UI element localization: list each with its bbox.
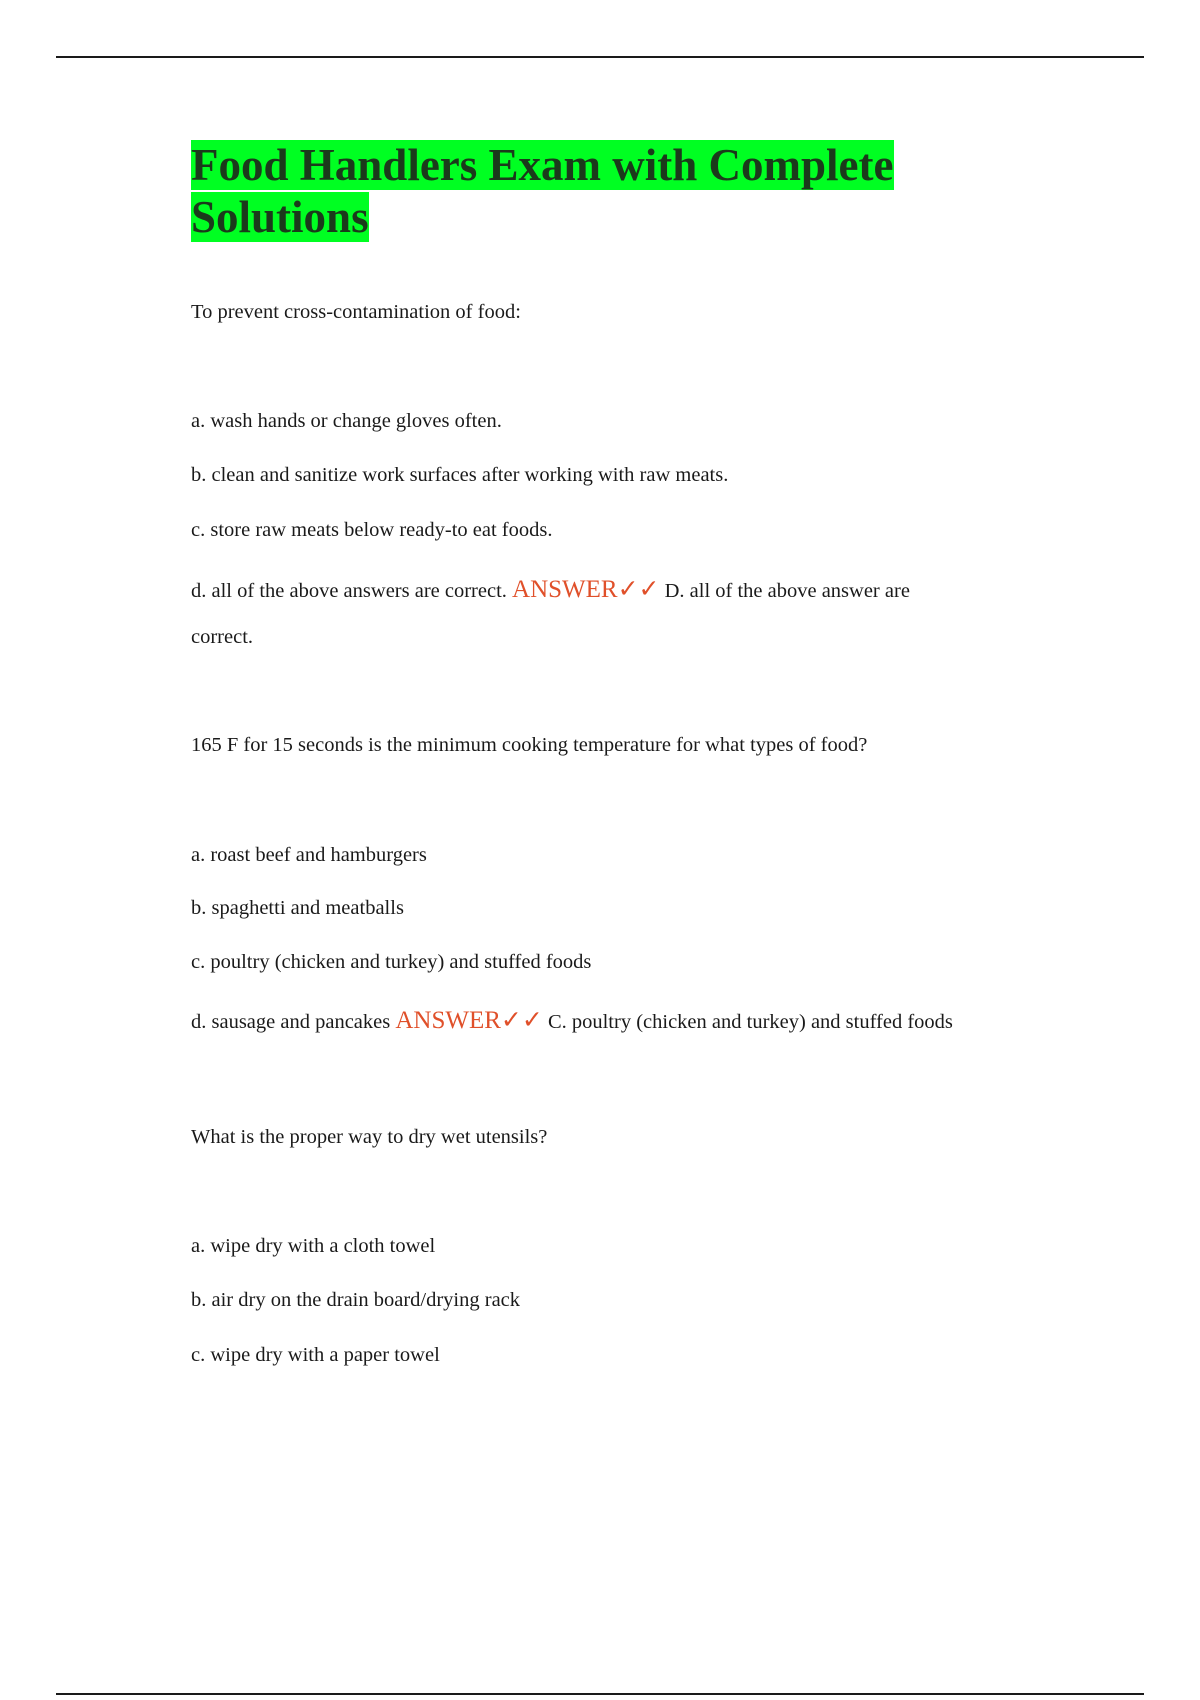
- question-2-option-d-line: [191, 1008, 953, 1035]
- question-1-option-b: b. clean and sanitize work surfaces after working with raw meats.: [191, 464, 729, 486]
- document-title: [191, 139, 951, 243]
- page-bottom-rule: [56, 1693, 1144, 1695]
- document-title-block: [191, 139, 951, 243]
- question-3-text: What is the proper way to dry wet utensils?: [191, 1126, 548, 1148]
- question-2-option-d: d. sausage and pancakes: [191, 1011, 391, 1033]
- question-1-answer-continuation: correct.: [191, 626, 254, 648]
- question-1-text: To prevent cross-contamination of food:: [191, 301, 521, 323]
- question-1-option-a: a. wash hands or change gloves often.: [191, 410, 502, 432]
- question-2-answer-marker: ANSWER✓✓: [395, 1007, 543, 1034]
- document-title-highlight: Food Handlers Exam with Complete Solutions: [191, 140, 894, 242]
- question-3-option-a: a. wipe dry with a cloth towel: [191, 1235, 436, 1257]
- question-1-option-c: c. store raw meats below ready-to eat foods.: [191, 519, 553, 541]
- question-2-option-c: c. poultry (chicken and turkey) and stuffed foods: [191, 951, 592, 973]
- question-1-option-d-line: [191, 577, 910, 604]
- question-2-option-a: a. roast beef and hamburgers: [191, 844, 427, 866]
- question-2-option-b: b. spaghetti and meatballs: [191, 897, 404, 919]
- question-1-answer: D. all of the above answer are: [664, 580, 910, 602]
- question-3-option-c: c. wipe dry with a paper towel: [191, 1344, 440, 1366]
- question-1-answer-marker: ANSWER✓✓: [512, 576, 660, 603]
- question-1-option-d: d. all of the above answers are correct.: [191, 580, 507, 602]
- question-3-option-b: b. air dry on the drain board/drying rack: [191, 1289, 521, 1311]
- question-2-text: 165 F for 15 seconds is the minimum cooking temperature for what types of food?: [191, 734, 868, 756]
- question-2-answer: C. poultry (chicken and turkey) and stuffed foods: [547, 1011, 953, 1033]
